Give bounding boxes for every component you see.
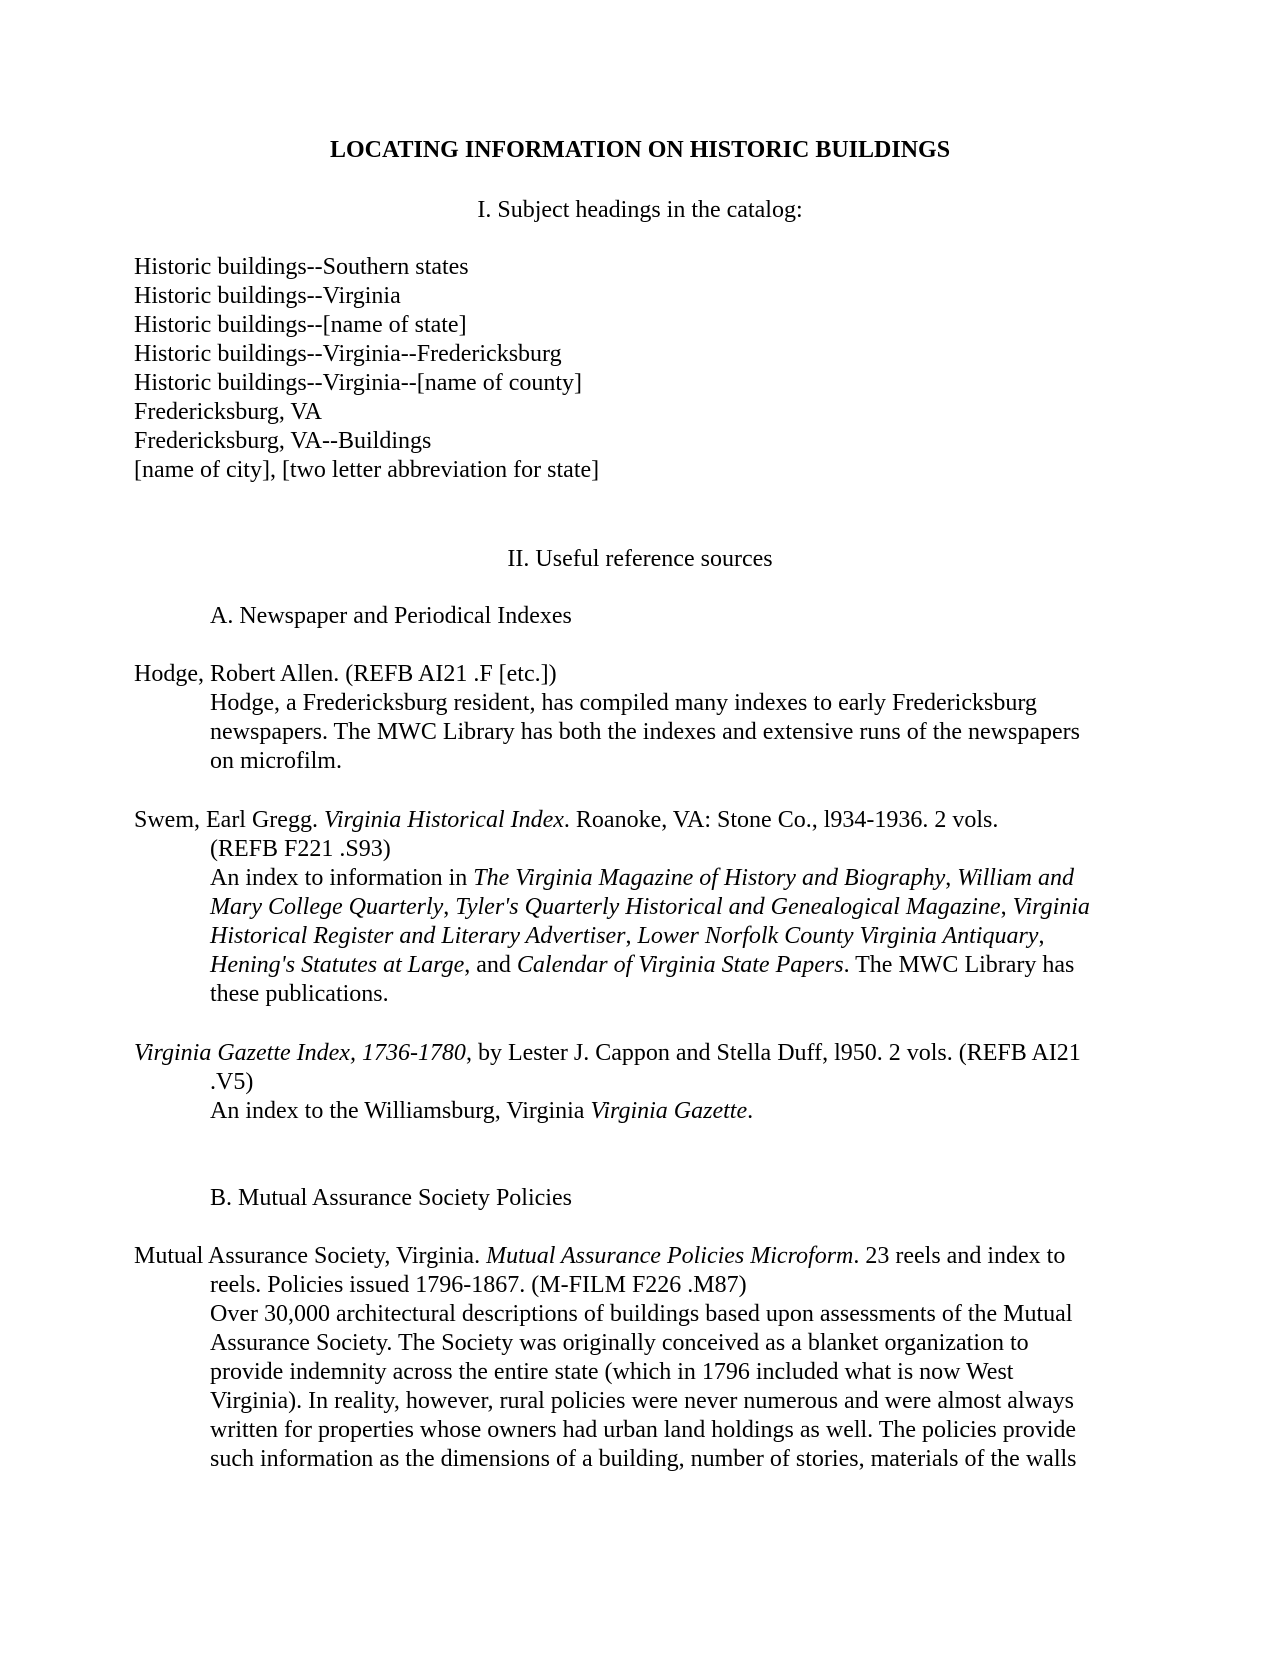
annotation-text: ,: [1038, 923, 1045, 949]
page-title: LOCATING INFORMATION ON HISTORIC BUILDINGS: [329, 137, 951, 163]
entry-citation: [134, 1039, 1081, 1068]
annotation-title: Historical Register and Literary Advertiser: [210, 923, 626, 949]
annotation-title: Virginia: [1012, 894, 1090, 920]
entry-annotation-line: [210, 864, 1074, 893]
entry-annotation-line: [210, 1097, 753, 1126]
subject-heading-item: Historic buildings--Virginia: [134, 283, 401, 309]
subject-heading-item: Historic buildings--Virginia--[name of county]: [134, 370, 583, 396]
subject-heading-item: Fredericksburg, VA--Buildings: [134, 428, 432, 454]
subject-heading-item: Historic buildings--Virginia--Fredericksburg: [134, 341, 562, 367]
annotation-text: ,: [625, 923, 638, 949]
entry-citation: [134, 1242, 1065, 1271]
entry-call-number: .V5): [210, 1069, 254, 1095]
annotation-title: Virginia Gazette: [590, 1098, 748, 1124]
citation-publication: , by Lester J. Cappon and Stella Duff, l950. 2 vols. (REFB AI21: [465, 1040, 1081, 1066]
annotation-text: ,: [1000, 894, 1013, 920]
entry-annotation-line: [210, 951, 1074, 980]
subject-heading-item: Historic buildings--[name of state]: [134, 312, 467, 338]
annotation-title: Mary College Quarterly: [210, 894, 444, 920]
annotation-text: An index to information in: [210, 865, 474, 891]
entry-annotation-line: provide indemnity across the entire state (which in 1796 included what is now West: [210, 1359, 1014, 1385]
annotation-title: William and: [957, 865, 1074, 891]
annotation-text: An index to the Williamsburg, Virginia: [210, 1098, 591, 1124]
subsection-a-heading: A. Newspaper and Periodical Indexes: [210, 603, 572, 629]
entry-annotation-line: such information as the dimensions of a building, number of stories, materials of the walls: [210, 1446, 1077, 1472]
citation-title: Virginia Gazette Index, 1736-1780: [134, 1040, 466, 1066]
annotation-text: , and: [464, 952, 517, 978]
entry-annotation-line: written for properties whose owners had urban land holdings as well. The policies provide: [210, 1417, 1077, 1443]
subsection-b-heading: B. Mutual Assurance Society Policies: [210, 1185, 572, 1211]
citation-title: Mutual Assurance Policies Microform: [486, 1243, 854, 1269]
annotation-text: ,: [945, 865, 958, 891]
section-1-heading: I. Subject headings in the catalog:: [477, 197, 803, 223]
entry-annotation-line: [210, 893, 1090, 922]
subject-heading-item: Fredericksburg, VA: [134, 399, 322, 425]
annotation-text: ,: [443, 894, 456, 920]
annotation-text: . The MWC Library has: [843, 952, 1075, 978]
entry-citation: [134, 806, 998, 835]
citation-author: Swem, Earl Gregg.: [134, 807, 324, 833]
entry-call-number: (REFB F221 .S93): [210, 836, 391, 862]
annotation-title: Calendar of Virginia State Papers: [516, 952, 844, 978]
annotation-title: Hening's Statutes at Large: [210, 952, 465, 978]
subject-heading-item: [name of city], [two letter abbreviation for state]: [134, 457, 600, 483]
entry-annotation-line: [210, 922, 1044, 951]
citation-author: Mutual Assurance Society, Virginia.: [134, 1243, 487, 1269]
section-2-heading: II. Useful reference sources: [507, 546, 773, 572]
entry-call-number: reels. Policies issued 1796-1867. (M-FILM F226 .M87): [210, 1272, 747, 1298]
annotation-title: Tyler's Quarterly Historical and Genealogical Magazine: [455, 894, 1001, 920]
entry-annotation-line: these publications.: [210, 981, 389, 1007]
annotation-title: The Virginia Magazine of History and Biography: [473, 865, 946, 891]
entry-annotation-line: Assurance Society. The Society was originally conceived as a blanket organization to: [210, 1330, 1029, 1356]
citation-title: Virginia Historical Index: [323, 807, 564, 833]
entry-annotation-line: newspapers. The MWC Library has both the indexes and extensive runs of the newspapers: [210, 719, 1080, 745]
entry-annotation-line: on microfilm.: [210, 748, 342, 774]
entry-annotation-line: Over 30,000 architectural descriptions of buildings based upon assessments of the Mutual: [210, 1301, 1073, 1327]
citation-publication: . 23 reels and index to: [853, 1243, 1066, 1269]
citation-publication: . Roanoke, VA: Stone Co., l934-1936. 2 vols.: [563, 807, 999, 833]
annotation-title: Lower Norfolk County Virginia Antiquary: [637, 923, 1039, 949]
entry-annotation-line: Hodge, a Fredericksburg resident, has compiled many indexes to early Fredericksburg: [210, 690, 1037, 716]
entry-annotation-line: Virginia). In reality, however, rural policies were never numerous and were almost always: [210, 1388, 1074, 1414]
subject-heading-item: Historic buildings--Southern states: [134, 254, 469, 280]
entry-citation: Hodge, Robert Allen. (REFB AI21 .F [etc.]): [134, 661, 557, 687]
annotation-text: .: [747, 1098, 754, 1124]
